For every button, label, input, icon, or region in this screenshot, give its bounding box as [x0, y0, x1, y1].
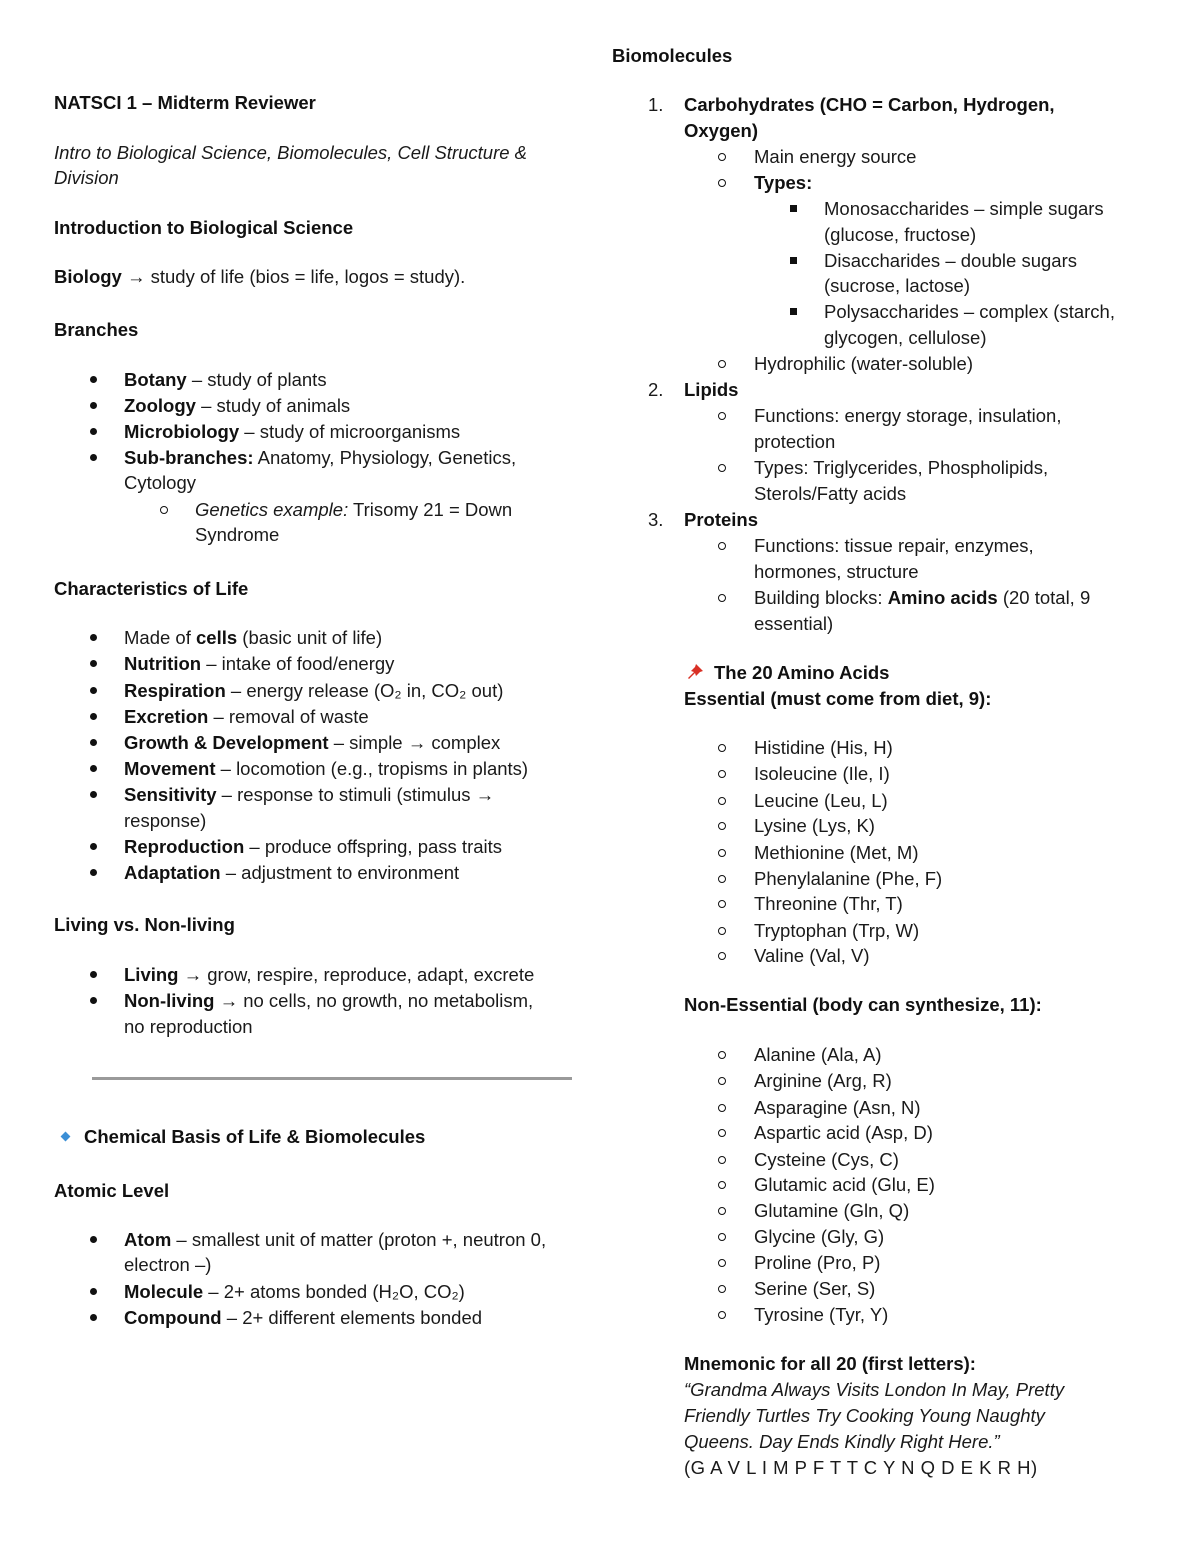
amino-acid-item: Tyrosine (Tyr, Y) — [754, 1304, 889, 1325]
living-item-continued: no reproduction — [124, 1016, 253, 1037]
mnemonic-line: Queens. Day Ends Kindly Right Here.” — [684, 1431, 1000, 1452]
branch-item-continued: Cytology — [124, 472, 196, 493]
characteristic-item: Movement – locomotion (e.g., tropisms in plants) — [124, 758, 529, 779]
circle-bullet-icon — [718, 1156, 726, 1164]
characteristic-item: Reproduction – produce offspring, pass traits — [124, 836, 503, 857]
circle-bullet-icon — [718, 952, 726, 960]
living-heading: Living vs. Non-living — [54, 914, 235, 935]
bullet-icon — [90, 402, 97, 409]
circle-bullet-icon — [718, 1207, 726, 1215]
carb-type-continued: (sucrose, lactose) — [824, 275, 970, 296]
square-bullet-icon — [790, 308, 797, 315]
bullet-icon — [90, 997, 97, 1004]
living-item: Non-living → no cells, no growth, no metabolism, — [124, 990, 534, 1011]
lipids-functions-continued: protection — [754, 431, 836, 452]
branches-heading: Branches — [54, 319, 139, 340]
biomolecules-heading: Biomolecules — [612, 45, 733, 66]
lipids-types-continued: Sterols/Fatty acids — [754, 483, 907, 504]
document-title: NATSCI 1 – Midterm Reviewer — [54, 92, 316, 113]
carb-type: Monosaccharides – simple sugars — [824, 198, 1104, 219]
amino-acids-heading: The 20 Amino Acids — [714, 662, 890, 683]
list-number: 3. — [648, 509, 664, 530]
blue-diamond-icon — [61, 1132, 71, 1142]
list-number: 2. — [648, 379, 664, 400]
proteins-title: Proteins — [684, 509, 759, 530]
proteins-building-blocks-continued: essential) — [754, 613, 834, 634]
bullet-icon — [90, 713, 97, 720]
atomic-item-continued: electron –) — [124, 1254, 212, 1275]
bullet-icon — [90, 1314, 97, 1321]
bullet-icon — [90, 660, 97, 667]
carb-type-continued: (glucose, fructose) — [824, 224, 977, 245]
circle-bullet-icon — [718, 822, 726, 830]
circle-bullet-icon — [718, 1104, 726, 1112]
subtitle-line-2: Division — [54, 167, 119, 188]
circle-bullet-icon — [718, 412, 726, 420]
bullet-icon — [90, 791, 97, 798]
circle-bullet-icon — [718, 900, 726, 908]
carb-types-label: Types: — [754, 172, 813, 193]
amino-acid-item: Threonine (Thr, T) — [754, 893, 903, 914]
carb-hydrophilic: Hydrophilic (water-soluble) — [754, 353, 973, 374]
square-bullet-icon — [790, 257, 797, 264]
bullet-icon — [90, 869, 97, 876]
essential-heading: Essential (must come from diet, 9): — [684, 688, 992, 709]
lipids-functions: Functions: energy storage, insulation, — [754, 405, 1062, 426]
carb-type-continued: glycogen, cellulose) — [824, 327, 987, 348]
amino-acid-item: Valine (Val, V) — [754, 945, 870, 966]
circle-bullet-icon — [718, 1233, 726, 1241]
amino-acid-item: Glutamine (Gln, Q) — [754, 1200, 910, 1221]
branch-item: Sub-branches: Anatomy, Physiology, Genetics, — [124, 447, 517, 468]
amino-acid-item: Proline (Pro, P) — [754, 1252, 881, 1273]
carbohydrates-title: Carbohydrates (CHO = Carbon, Hydrogen, — [684, 94, 1055, 115]
bullet-icon — [90, 634, 97, 641]
characteristic-item: Nutrition – intake of food/energy — [124, 653, 395, 674]
subtitle-line-1: Intro to Biological Science, Biomolecules, Cell Structure & — [54, 142, 527, 163]
mnemonic-letters: (G A V L I M P F T T C Y N Q D E K R H) — [684, 1457, 1038, 1478]
circle-bullet-icon — [718, 464, 726, 472]
circle-bullet-icon — [718, 542, 726, 550]
amino-acid-item: Aspartic acid (Asp, D) — [754, 1122, 933, 1143]
amino-acid-item: Cysteine (Cys, C) — [754, 1149, 899, 1170]
amino-acid-item: Methionine (Met, M) — [754, 842, 919, 863]
amino-acid-item: Serine (Ser, S) — [754, 1278, 876, 1299]
circle-bullet-icon — [160, 506, 168, 514]
genetics-example-continued: Syndrome — [195, 524, 280, 545]
amino-acid-item: Leucine (Leu, L) — [754, 790, 888, 811]
pushpin-icon — [686, 663, 704, 681]
mnemonic-heading: Mnemonic for all 20 (first letters): — [684, 1353, 976, 1374]
lipids-types: Types: Triglycerides, Phospholipids, — [754, 457, 1049, 478]
amino-acid-item: Phenylalanine (Phe, F) — [754, 868, 943, 889]
circle-bullet-icon — [718, 1259, 726, 1267]
atomic-item: Atom – smallest unit of matter (proton +, neutron 0, — [124, 1229, 547, 1250]
circle-bullet-icon — [718, 849, 726, 857]
proteins-functions-continued: hormones, structure — [754, 561, 919, 582]
mnemonic-line: “Grandma Always Visits London In May, Pretty — [684, 1379, 1065, 1400]
nonessential-heading: Non-Essential (body can synthesize, 11): — [684, 994, 1042, 1015]
circle-bullet-icon — [718, 1051, 726, 1059]
circle-bullet-icon — [718, 1285, 726, 1293]
amino-acid-item: Glutamic acid (Glu, E) — [754, 1174, 935, 1195]
intro-heading: Introduction to Biological Science — [54, 217, 354, 238]
characteristic-item: Growth & Development – simple → complex — [124, 732, 501, 753]
carb-energy: Main energy source — [754, 146, 917, 167]
bullet-icon — [90, 739, 97, 746]
characteristic-item-continued: response) — [124, 810, 207, 831]
bullet-icon — [90, 376, 97, 383]
amino-acid-item: Isoleucine (Ile, I) — [754, 763, 890, 784]
circle-bullet-icon — [718, 1311, 726, 1319]
amino-acid-item: Arginine (Arg, R) — [754, 1070, 892, 1091]
branch-item: Microbiology – study of microorganisms — [124, 421, 461, 442]
biology-definition: Biology → study of life (bios = life, logos = study). — [54, 266, 466, 287]
circle-bullet-icon — [718, 797, 726, 805]
circle-bullet-icon — [718, 360, 726, 368]
circle-bullet-icon — [718, 1129, 726, 1137]
atomic-item: Molecule – 2+ atoms bonded (H₂O, CO₂) — [124, 1281, 465, 1302]
bullet-icon — [90, 1288, 97, 1295]
circle-bullet-icon — [718, 927, 726, 935]
square-bullet-icon — [790, 205, 797, 212]
carb-type: Disaccharides – double sugars — [824, 250, 1077, 271]
chem-heading: Chemical Basis of Life & Biomolecules — [84, 1126, 426, 1147]
characteristics-heading: Characteristics of Life — [54, 578, 249, 599]
characteristic-item: Excretion – removal of waste — [124, 706, 369, 727]
bullet-icon — [90, 428, 97, 435]
circle-bullet-icon — [718, 875, 726, 883]
characteristic-item: Made of cells (basic unit of life) — [124, 627, 383, 648]
circle-bullet-icon — [718, 594, 726, 602]
bullet-icon — [90, 454, 97, 461]
amino-acid-item: Tryptophan (Trp, W) — [754, 920, 920, 941]
circle-bullet-icon — [718, 1077, 726, 1085]
amino-acid-item: Glycine (Gly, G) — [754, 1226, 885, 1247]
amino-acid-item: Alanine (Ala, A) — [754, 1044, 882, 1065]
characteristic-item: Sensitivity – response to stimuli (stimulus → — [124, 784, 495, 805]
proteins-building-blocks: Building blocks: Amino acids (20 total, 9 — [754, 587, 1091, 608]
circle-bullet-icon — [718, 153, 726, 161]
horizontal-divider — [92, 1077, 572, 1080]
atomic-item: Compound – 2+ different elements bonded — [124, 1307, 483, 1328]
bullet-icon — [90, 1236, 97, 1243]
living-item: Living → grow, respire, reproduce, adapt, excrete — [124, 964, 535, 985]
characteristic-item: Adaptation – adjustment to environment — [124, 862, 460, 883]
bullet-icon — [90, 765, 97, 772]
amino-acid-item: Lysine (Lys, K) — [754, 815, 875, 836]
branch-item: Zoology – study of animals — [124, 395, 351, 416]
list-number: 1. — [648, 94, 664, 115]
carb-type: Polysaccharides – complex (starch, — [824, 301, 1115, 322]
proteins-functions: Functions: tissue repair, enzymes, — [754, 535, 1034, 556]
branch-item: Botany – study of plants — [124, 369, 327, 390]
bullet-icon — [90, 843, 97, 850]
bullet-icon — [90, 971, 97, 978]
circle-bullet-icon — [718, 744, 726, 752]
circle-bullet-icon — [718, 1181, 726, 1189]
genetics-example: Genetics example: Trisomy 21 = Down — [195, 499, 513, 520]
circle-bullet-icon — [718, 770, 726, 778]
amino-acid-item: Asparagine (Asn, N) — [754, 1097, 921, 1118]
bullet-icon — [90, 687, 97, 694]
circle-bullet-icon — [718, 179, 726, 187]
amino-acid-item: Histidine (His, H) — [754, 737, 893, 758]
lipids-title: Lipids — [684, 379, 739, 400]
characteristic-item: Respiration – energy release (O₂ in, CO₂ out) — [124, 680, 504, 701]
carbohydrates-title-continued: Oxygen) — [684, 120, 759, 141]
atomic-heading: Atomic Level — [54, 1180, 170, 1201]
mnemonic-line: Friendly Turtles Try Cooking Young Naughty — [684, 1405, 1045, 1426]
